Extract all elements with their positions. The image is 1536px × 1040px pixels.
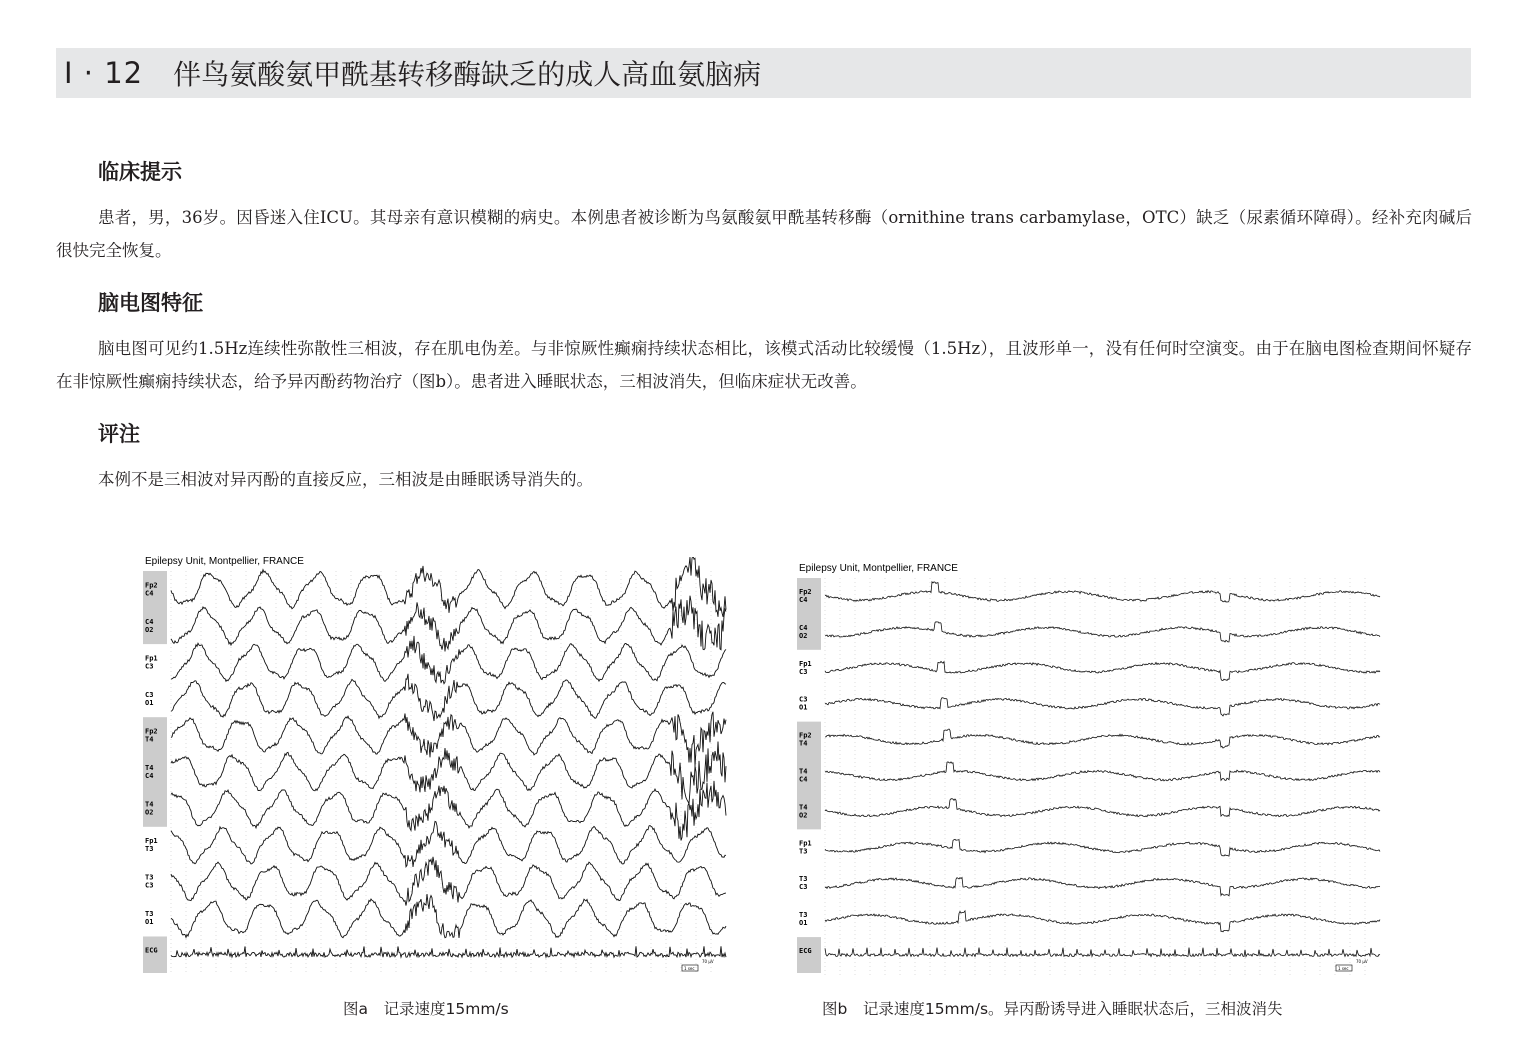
channel-label: C4 (799, 595, 808, 604)
figure-b-source: Epilepsy Unit, Montpellier, FRANCE (799, 563, 958, 574)
figure-a-caption: 图a 记录速度15mm/s (343, 1000, 509, 1018)
eeg-trace (171, 781, 726, 841)
time-scale-label: 1 sec (1338, 966, 1349, 971)
channel-label: T4 (799, 767, 808, 776)
channel-label: T3 (145, 910, 154, 919)
eeg-traces-b (797, 564, 1382, 979)
channel-label: Fp2 (145, 727, 158, 736)
channel-label: O2 (145, 625, 154, 634)
eeg-trace (825, 878, 1380, 896)
eeg-figure-b (797, 564, 1382, 979)
figure-a-source: Epilepsy Unit, Montpellier, FRANCE (145, 556, 304, 567)
channel-label: C4 (799, 775, 808, 784)
section-text-eeg: 脑电图可见约1.5Hz连续性弥散性三相波，存在肌电伪差。与非惊厥性癫痫持续状态相比，该模式活动比较缓慢（1.5Hz），且波形单一，没有任何时空演变。由于在脑电图检查期间怀疑存在非惊厥性癫痫持续状态，给予异丙酚药物治疗（图b）。患者进入睡眠状态，三相波消失，但临床症状无改善。 (56, 339, 1472, 391)
channel-label: T4 (145, 800, 154, 809)
eeg-trace (825, 799, 1380, 817)
channel-label: T4 (799, 803, 808, 812)
eeg-trace (825, 661, 1380, 680)
channel-label: T3 (799, 875, 808, 884)
channel-label: Fp2 (145, 581, 158, 590)
amplitude-scale-label: 70 µV (702, 959, 714, 964)
chapter-title-bar (56, 48, 1471, 98)
channel-label: C3 (799, 883, 808, 892)
channel-label: Fp1 (799, 659, 812, 668)
channel-label: C3 (799, 667, 808, 676)
channel-label: Fp2 (799, 731, 812, 740)
channel-label: O1 (799, 919, 808, 928)
channel-label: O1 (799, 703, 808, 712)
channel-label: Fp2 (799, 587, 812, 596)
channel-label: C3 (799, 695, 808, 704)
channel-label: C4 (145, 617, 154, 626)
eeg-trace (825, 948, 1380, 957)
channel-label: C4 (145, 772, 154, 780)
channel-label: T4 (145, 764, 154, 772)
eeg-trace (825, 698, 1380, 716)
channel-label: T3 (799, 911, 808, 920)
channel-label: T4 (145, 735, 154, 744)
eeg-trace (825, 729, 1380, 748)
figure-b-caption: 图b 记录速度15mm/s。异丙酚诱导进入睡眠状态后，三相波消失 (822, 1000, 1283, 1018)
channel-label: C4 (799, 623, 808, 632)
amplitude-scale-label: 70 µV (1356, 959, 1368, 964)
section-text-clinical: 患者，男，36岁。因昏迷入住ICU。其母亲有意识模糊的病史。本例患者被诊断为鸟氨酸氨甲酰基转移酶（ornithine trans carbamylase，OTC）缺乏（尿素循环障碍）。经补充肉碱后很快完全恢复。 (56, 208, 1472, 260)
eeg-trace (171, 557, 726, 617)
channel-label: T3 (799, 847, 808, 856)
eeg-trace (825, 911, 1380, 932)
channel-label: O2 (145, 808, 154, 817)
channel-label: T3 (145, 845, 154, 854)
time-scale-label: 1 sec (684, 966, 695, 971)
eeg-trace (171, 894, 726, 938)
eeg-trace (171, 821, 726, 867)
chapter-title: 伴鸟氨酸氨甲酰基转移酶缺乏的成人高血氨脑病 (173, 58, 762, 91)
eeg-figure-a (143, 557, 728, 979)
section-heading-comment: 评注 (98, 422, 140, 446)
channel-label: Fp1 (145, 837, 158, 846)
channel-label: Fp1 (145, 654, 158, 663)
eeg-trace (171, 857, 726, 906)
channel-label: O1 (145, 918, 154, 927)
eeg-trace (825, 762, 1380, 781)
channel-label: T3 (145, 873, 154, 882)
chapter-number: I · 12 (64, 56, 144, 90)
channel-label: O2 (799, 811, 808, 820)
channel-label: O2 (799, 631, 808, 640)
channel-label: O1 (145, 698, 154, 707)
channel-label: T4 (799, 739, 808, 748)
channel-label: C3 (145, 662, 154, 671)
section-heading-clinical: 临床提示 (98, 160, 182, 184)
channel-label: Fp1 (799, 839, 812, 848)
eeg-trace (825, 622, 1380, 642)
eeg-trace (171, 674, 726, 721)
eeg-traces-a (143, 557, 728, 979)
channel-label: ECG (799, 947, 812, 956)
section-heading-eeg: 脑电图特征 (98, 291, 203, 315)
eeg-trace (825, 582, 1380, 602)
eeg-trace (825, 839, 1380, 856)
section-text-comment: 本例不是三相波对异丙酚的直接反应，三相波是由睡眠诱导消失的。 (98, 470, 593, 489)
eeg-trace (171, 946, 726, 957)
channel-label: C3 (145, 690, 154, 699)
channel-label: C4 (145, 589, 154, 598)
channel-label: ECG (145, 946, 158, 955)
channel-label: C3 (145, 881, 154, 890)
